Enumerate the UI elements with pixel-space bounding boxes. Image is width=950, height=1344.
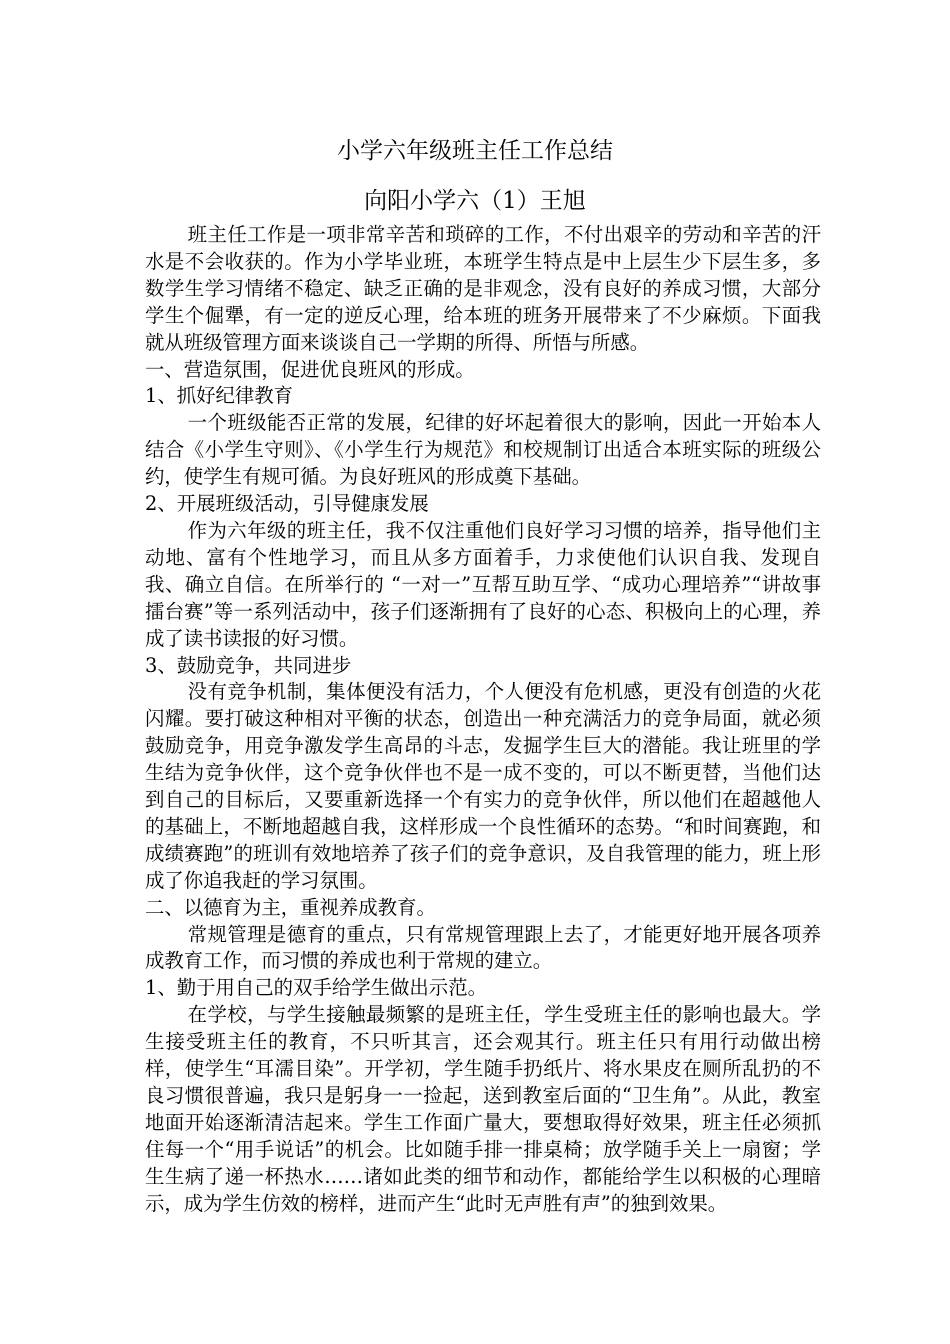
section-heading: 一、营造氛围，促进优良班风的形成。 bbox=[145, 357, 475, 381]
section-heading: 1、抓好纪律教育 bbox=[145, 384, 294, 408]
section-heading: 3、鼓励竞争，共同进步 bbox=[145, 653, 352, 677]
body-paragraph: 一个班级能否正常的发展，纪律的好坏起着很大的影响，因此一开始本人结合《小学生守则》、《小学生行为规范》和校规制订出适合本班实际的班级公约，使学生有规可循。为良好班风的形成奠下基础。 bbox=[145, 411, 821, 489]
body-paragraph: 在学校，与学生接触最频繁的是班主任，学生受班主任的影响也最大。学生接受班主任的教育，不只听其言，还会观其行。班主任只有用行动做出榜样，使学生“耳濡目染”。开学初，学生随手扔纸片、将水果皮在厕所乱扔的不良习惯很普遍，我只是躬身一一捡起，送到教室后面的“卫生角”。从此，教室地面开始逐渐清洁起来。学生工作面广量大，要想取得好效果，班主任必须抓住每一个“用手说话”的机会。比如随手排一排桌椅；放学随手关上一扇窗；学生生病了递一杯热水……诸如此类的细节和动作，都能给学生以积极的心理暗示，成为学生仿效的榜样，进而产生“此时无声胜有声”的独到效果。 bbox=[145, 1003, 821, 1215]
body-paragraph: 没有竞争机制，集体便没有活力，个人便没有危机感，更没有创造的火花闪耀。要打破这种相对平衡的状态，创造出一种充满活力的竞争局面，就必须鼓励竞争，用竞争激发学生高昂的斗志，发掘学生巨大的潜能。我让班里的学生结为竞争伙伴，这个竞争伙伴也不是一成不变的，可以不断更替，当他们达到自己的目标后，又要重新选择一个有实力的竞争伙伴，所以他们在超越他人的基础上，不断地超越自我，这样形成一个良性循环的态势。“和时间赛跑，和成绩赛跑”的班训有效地培养了孩子们的竞争意识，及自我管理的能力，班上形成了你追我赶的学习氛围。 bbox=[145, 680, 821, 892]
section-heading: 1、勤于用自己的双手给学生做出示范。 bbox=[145, 976, 487, 1000]
body-paragraph: 作为六年级的班主任，我不仅注重他们良好学习习惯的培养，指导他们主动地、富有个性地学习，而且从多方面着手，力求使他们认识自我、发现自我、确立自信。在所举行的 “一对一”互帮互助互学、“成功心理培养”“讲故事擂台赛”等一系列活动中，孩子们逐渐拥有了良好的心态、积极向上的心理，养成了读书读报的好习惯。 bbox=[145, 518, 821, 650]
document-author-line: 向阳小学六（1）王旭 bbox=[364, 188, 586, 214]
section-heading: 2、开展班级活动，引导健康发展 bbox=[145, 492, 429, 516]
document-body bbox=[145, 222, 821, 1218]
document-title: 小学六年级班主任工作总结 bbox=[337, 138, 613, 164]
body-paragraph: 班主任工作是一项非常辛苦和琐碎的工作，不付出艰辛的劳动和辛苦的汗水是不会收获的。作为小学毕业班，本班学生特点是中上层生少下层生多，多数学生学习情绪不稳定、缺乏正确的是非观念，没有良好的养成习惯，大部分学生个倔犟，有一定的逆反心理，给本班的班务开展带来了不少麻烦。下面我就从班级管理方面来谈谈自己一学期的所得、所悟与所感。 bbox=[145, 223, 821, 354]
body-paragraph: 常规管理是德育的重点，只有常规管理跟上去了，才能更好地开展各项养成教育工作，而习惯的养成也利于常规的建立。 bbox=[145, 922, 821, 973]
section-heading: 二、以德育为主，重视养成教育。 bbox=[145, 895, 436, 919]
